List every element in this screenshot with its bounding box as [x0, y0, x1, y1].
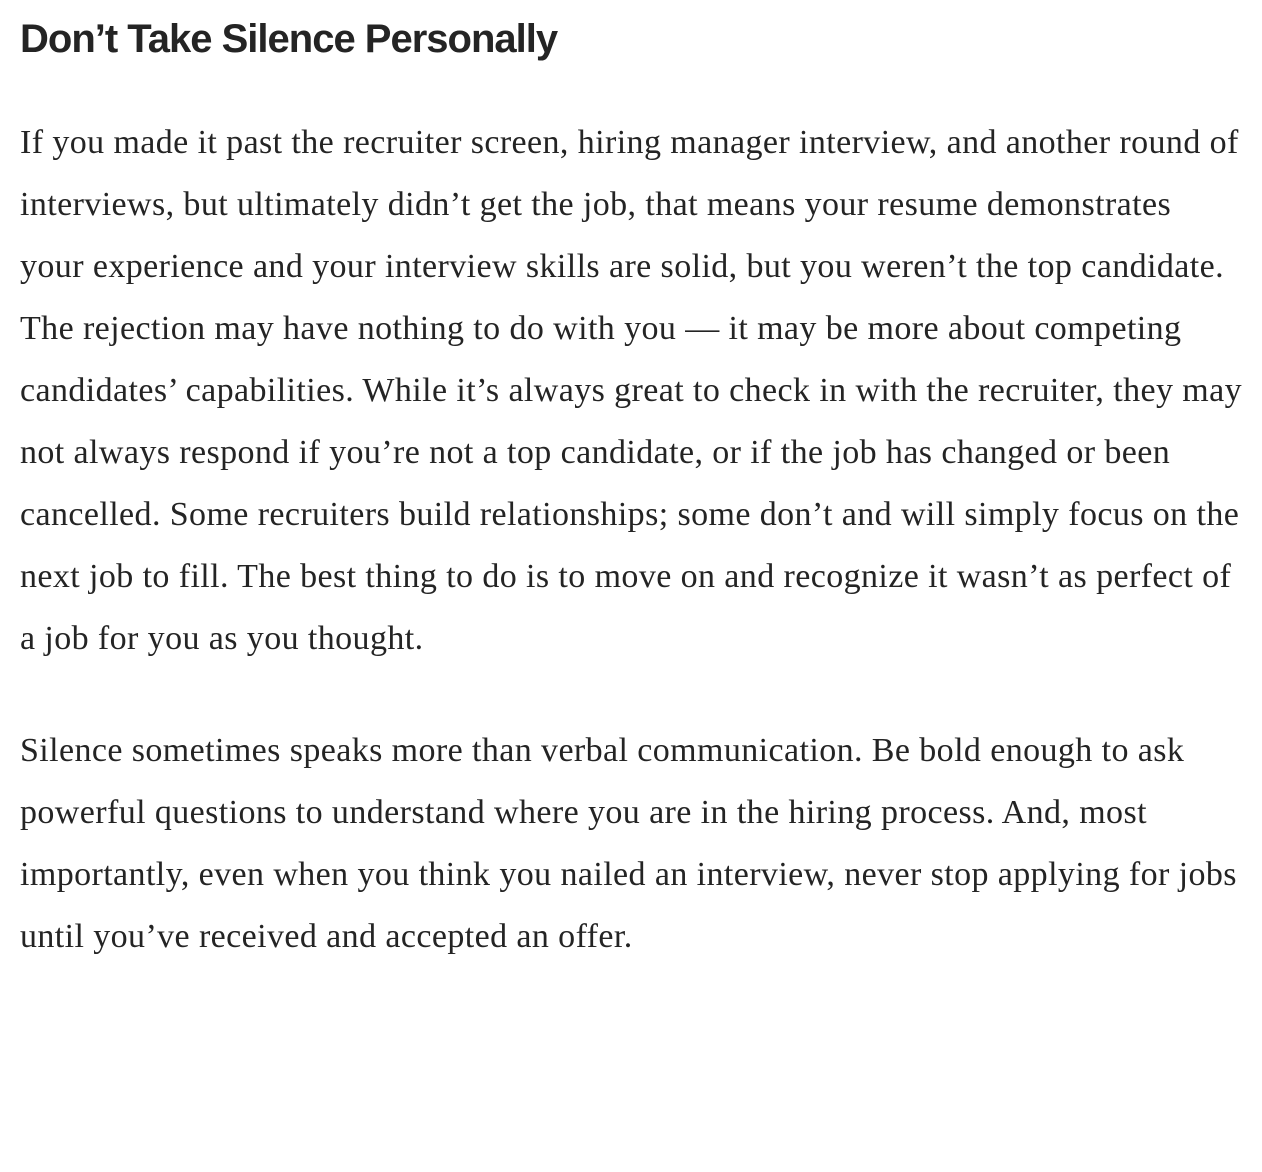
section-heading: Don’t Take Silence Personally	[20, 17, 558, 61]
article-paragraph-1: If you made it past the recruiter screen, hiring manager interview, and another round of interviews, but ultimately didn’t get the job, that means your resume demonstrates your experience and your interview skills are solid, but you weren’t the top candidate. The rejection may have nothing to do with you — it may be more about competing candidates’ capabilities. While it’s always great to check in with the recruiter, they may not always respond if you’re not a top candidate, or if the job has changed or been cancelled. Some recruiters build relationships; some don’t and will simply focus on the next job to fill. The best thing to do is to move on and recognize it wasn’t as perfect of a job for you as you thought.	[20, 124, 1242, 657]
article-paragraph-2: Silence sometimes speaks more than verbal communication. Be bold enough to ask powerful questions to understand where you are in the hiring process. And, most importantly, even when you think you nailed an interview, never stop applying for jobs until you’ve received and accepted an offer.	[20, 732, 1237, 955]
